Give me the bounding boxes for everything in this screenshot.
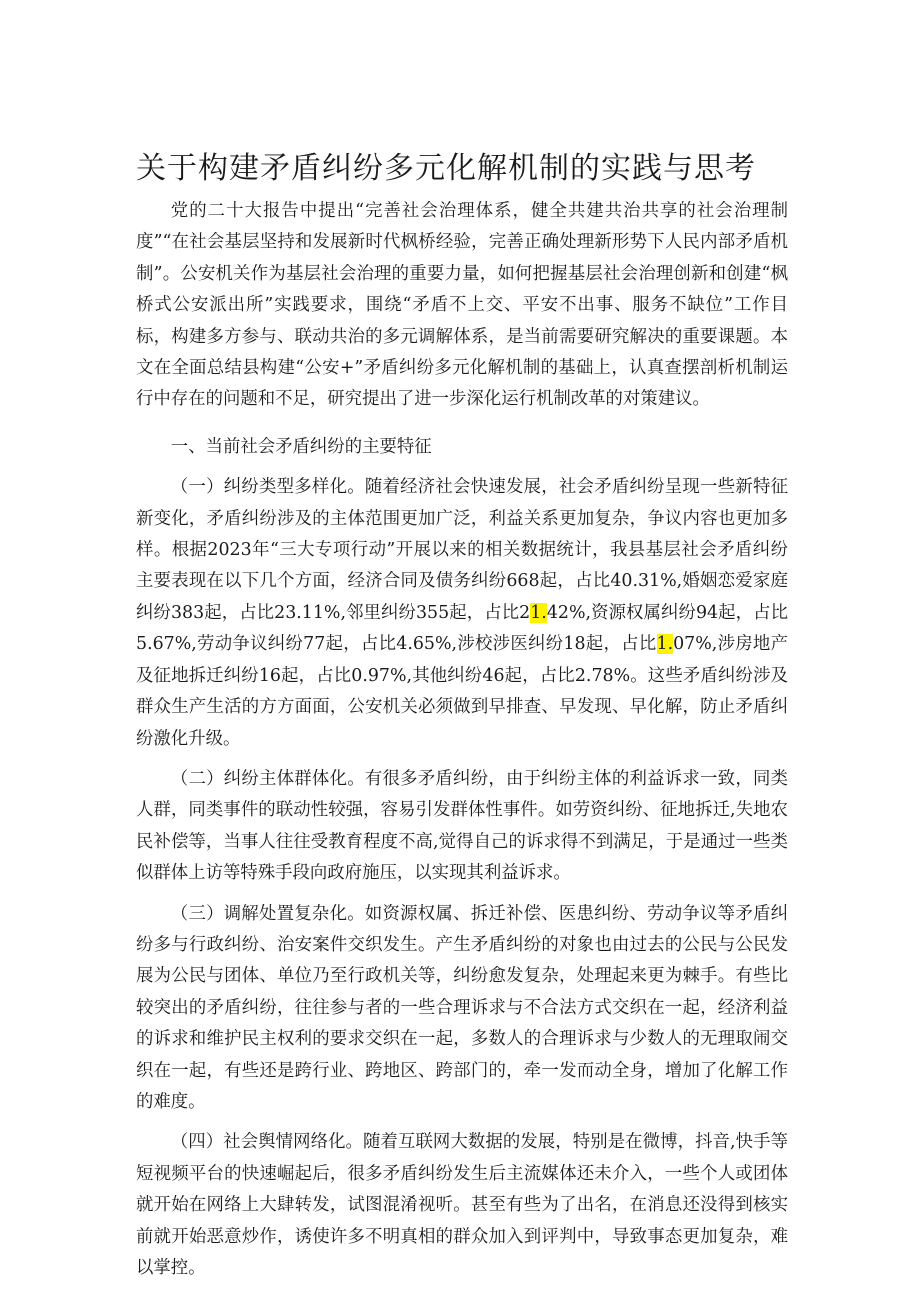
paragraph-online-opinion: （四）社会舆情网络化。随着互联网大数据的发展，特别是在微博，抖音,快手等短视频平台的快速崛起后，很多矛盾纠纷发生后主流媒体还未介入，一些个人或团体就开始在网络上大肆转发，试图混淆视听。甚至有些为了出名，在消息还没得到核实前就开始恶意炒作，诱使许多不明真相的群众加入到评判中，导致事态更加复杂，难以掌控。	[136, 1132, 788, 1278]
paragraph-text: 07%,涉房地产及征地拆迁纠纷16起，占比0.97%,其他纠纷46起，占比2.78%。这些矛盾纠纷涉及群众生产生活的方方面面，公安机关必须做到早排查、早发现、早化解，防止矛盾纠纷激化升级。	[136, 634, 789, 749]
intro-paragraph: 党的二十大报告中提出“完善社会治理体系，健全共建共治共享的社会治理制度”“在社会基层坚持和发展新时代枫桥经验，完善正确处理新形势下人民内部矛盾机制”。公安机关作为基层社会治理的重要力量，如何把握基层社会治理创新和创建“枫桥式公安派出所”实践要求，围绕“矛盾不上交、平安不出事、服务不缺位”工作目标，构建多方参与、联动共治的多元调解体系，是当前需要研究解决的重要课题。本文在全面总结县构建“公安+”矛盾纠纷多元化解机制的基础上，认真查摆剖析机制运行中存在的问题和不足，研究提出了进一步深化运行机制改革的对策建议。	[136, 201, 788, 410]
document-body	[136, 196, 788, 1284]
highlighted-text: 1.	[530, 602, 547, 623]
paragraph-dispute-groups: （二）纠纷主体群体化。有很多矛盾纠纷，由于纠纷主体的利益诉求一致，同类人群，同类事件的联动性较强，容易引发群体性事件。如劳资纠纷、征地拆迁,失地农民补偿等，当事人往往受教育程度不高,觉得自己的诉求得不到满足，于是通过一些类似群体上访等特殊手段向政府施压，以实现其利益诉求。	[136, 768, 788, 884]
paragraph-mediation-complexity: （三）调解处置复杂化。如资源权属、拆迁补偿、医患纠纷、劳动争议等矛盾纠纷多与行政纠纷、治安案件交织发生。产生矛盾纠纷的对象也由过去的公民与公民发展为公民与团体、单位乃至行政机关等，纠纷愈发复杂，处理起来更为棘手。有些比较突出的矛盾纠纷，往往参与者的一些合理诉求与不合法方式交织在一起，经济利益的诉求和维护民主权利的要求交织在一起，多数人的合理诉求与少数人的无理取闹交织在一起，有些还是跨行业、跨地区、跨部门的，牵一发而动全身，增加了化解工作的难度。	[136, 903, 788, 1112]
section-heading: 一、当前社会矛盾纠纷的主要特征	[170, 436, 432, 457]
paragraph-text: 42%,资源权属纠纷94起，占比5.67%,劳动争议纠纷77起，占比4.65%,涉校涉医纠纷18起，占比	[136, 602, 788, 655]
document-title: 关于构建矛盾纠纷多元化解机制的实践与思考	[136, 151, 756, 186]
paragraph-dispute-types	[136, 472, 788, 755]
highlighted-text: 1.	[656, 634, 674, 655]
paragraph-text: （一）纠纷类型多样化。随着经济社会快速发展，社会矛盾纠纷呈现一些新特征新变化，矛盾纠纷涉及的主体范围更加广泛，利益关系更加复杂，争议内容也更加多样。根据2023年“三大专项行动”开展以来的相关数据统计，我县基层社会矛盾纠纷主要表现在以下几个方面，经济合同及债务纠纷668起，占比40.31%,婚姻恋爱家庭纠纷383起，占比23.11%,邻里纠纷355起，占比2	[136, 477, 788, 623]
